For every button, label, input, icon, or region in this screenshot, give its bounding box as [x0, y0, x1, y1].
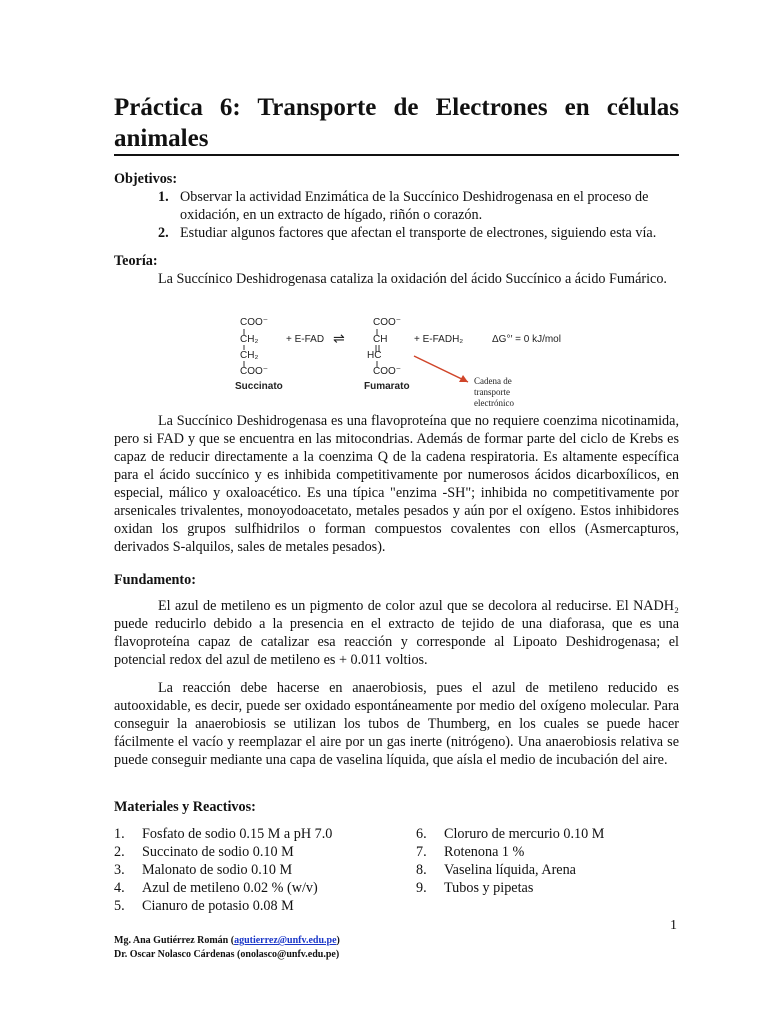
footer [114, 934, 340, 962]
objetivos-section [114, 170, 679, 242]
objetivos-heading: Objetivos: [114, 171, 178, 187]
fumarato-label: Fumarato [364, 381, 410, 392]
fundamento-section [114, 571, 679, 589]
objetivo-num: 1. [158, 189, 169, 205]
material-num: 5. [114, 898, 125, 914]
materiales-section [114, 798, 679, 816]
fum-hc: HC [367, 350, 382, 361]
material-item [416, 879, 676, 897]
delta-g: ΔG°′ = 0 kJ/mol [492, 334, 561, 345]
page-title: Práctica 6: Transporte de Electrones en células animales [114, 94, 679, 152]
material-num: 4. [114, 880, 125, 896]
materiales-heading: Materiales y Reactivos: [114, 799, 256, 815]
succ-coo-top: COO⁻ [240, 317, 269, 328]
objetivo-text: Observar la actividad Enzimática de la Succínico Deshidrogenasa en el proceso de oxidación, en un extracto de hígado, riñón o corazón. [180, 189, 649, 223]
material-num: 2. [114, 844, 125, 860]
fum-ch: CH [373, 334, 388, 345]
teoria-body: La Succínico Deshidrogenasa es una flavoproteína que no requiere coenzima nicotinamida, pero si FAD y que se encuentra en las mitocondrias. Además de formar parte del ciclo de Krebs es capaz de reducir directamente a la coenzima Q de la cadena respiratoria. Es altamente específica para el ácido succínico y es inhibida competitivamente por numerosos ácidos dicarboxílicos, en especial, málico y oxaloacético. Es una típica "enzima -SH"; inhibida no competitivamente por arsenicales trivalentes, monoyodoacetato, metales pesados y aún por el oxígeno. Estos inhibidores oxidan los grupos sulfhidrilos o forman compuestos covalentes con ellos (Asmercapturos, derivados S-alquilos, sales de metales pesados). [114, 413, 679, 555]
cadena-label [474, 376, 514, 409]
material-text: Succinato de sodio 0.10 M [142, 844, 294, 860]
plus-efadh2: + E-FADH₂ [414, 334, 464, 345]
material-item [114, 897, 394, 915]
arrow-to-chain [414, 356, 468, 382]
objetivo-num: 2. [158, 225, 169, 241]
material-num: 8. [416, 862, 427, 878]
cadena-line: Cadena de [474, 376, 512, 386]
succ-ch2-b: CH₂ [240, 350, 259, 361]
material-num: 1. [114, 826, 125, 842]
material-text: Vaselina líquida, Arena [444, 862, 576, 878]
succinato-label: Succinato [235, 381, 283, 392]
objetivo-item [114, 224, 679, 242]
material-item [114, 843, 394, 861]
teoria-intro: La Succínico Deshidrogenasa cataliza la oxidación del ácido Succínico a ácido Fumárico. [158, 271, 667, 287]
material-item [114, 879, 394, 897]
material-item [416, 861, 676, 879]
objetivos-list [114, 188, 679, 242]
teoria-body-block [114, 412, 679, 556]
plus-efad: + E-FAD [286, 334, 325, 345]
footer-line-2: Dr. Oscar Nolasco Cárdenas (onolasco@unfv.edu.pe) [114, 949, 340, 960]
reaction-bonds [124, 312, 584, 412]
reaction-figure [124, 312, 584, 412]
material-text: Azul de metileno 0.02 % (w/v) [142, 880, 318, 896]
footer-email-link[interactable]: agutierrez@unfv.edu.pe [234, 935, 337, 946]
succ-ch2-a: CH₂ [240, 334, 259, 345]
fundamento-p1-block [114, 597, 679, 669]
material-text: Rotenona 1 % [444, 844, 525, 860]
material-num: 9. [416, 880, 427, 896]
material-text: Fosfato de sodio 0.15 M a pH 7.0 [142, 826, 333, 842]
material-item [416, 825, 676, 843]
fundamento-p2-block [114, 679, 679, 769]
footer-line-1 [114, 934, 340, 948]
cadena-line: transporte [474, 387, 510, 397]
title-rule [114, 154, 679, 156]
materiales-list-left [114, 825, 394, 915]
objetivo-text: Estudiar algunos factores que afectan el transporte de electrones, siguiendo esta vía. [180, 225, 657, 241]
fum-coo-top: COO⁻ [373, 317, 402, 328]
material-num: 6. [416, 826, 427, 842]
material-text: Cloruro de mercurio 0.10 M [444, 826, 605, 842]
materiales-list-right [416, 825, 676, 897]
material-item [114, 861, 394, 879]
material-text: Tubos y pipetas [444, 880, 534, 896]
fundamento-p1: El azul de metileno es un pigmento de color azul que se decolora al reducirse. El NADH₂ puede reducirlo debido a la presencia en el extracto de tejido de una diaforasa, que es una flavoproteína capaz de catalizar esa reacción y corresponde al Lipoato Deshidrogenasa; el potencial redox del azul de metileno es + 0.011 voltios. [114, 598, 679, 668]
fum-coo-bottom: COO⁻ [373, 366, 402, 377]
equilibrium-arrow: ⇌ [333, 330, 345, 346]
footer-paren: ) [336, 935, 340, 946]
succ-coo-bottom: COO⁻ [240, 366, 269, 377]
material-item [114, 825, 394, 843]
footer-author-1: Mg. Ana Gutiérrez Román ( [114, 935, 235, 946]
cadena-line: electrónico [474, 398, 514, 408]
teoria-section [114, 252, 679, 288]
material-num: 7. [416, 844, 427, 860]
fundamento-heading: Fundamento: [114, 572, 196, 588]
page-number: 1 [670, 918, 677, 933]
objetivo-item [114, 188, 679, 224]
material-item [416, 843, 676, 861]
fundamento-p2: La reacción debe hacerse en anaerobiosis, pues el azul de metileno reducido es autooxidable, es decir, puede ser oxidado espontáneamente por medio del oxígeno molecular. Para conseguir la anaerobiosis se utilizan los tubos de Thumberg, en los cuales se puede hacer fácilmente el vacío y reemplazar el aire por un gas inerte (nitrógeno). Una anaerobiosis relativa se puede conseguir mediante una capa de vaselina líquida, que aísla el medio de incubación del aire. [114, 680, 679, 768]
teoria-heading: Teoría: [114, 253, 158, 269]
material-text: Cianuro de potasio 0.08 M [142, 898, 294, 914]
material-text: Malonato de sodio 0.10 M [142, 862, 293, 878]
material-num: 3. [114, 862, 125, 878]
